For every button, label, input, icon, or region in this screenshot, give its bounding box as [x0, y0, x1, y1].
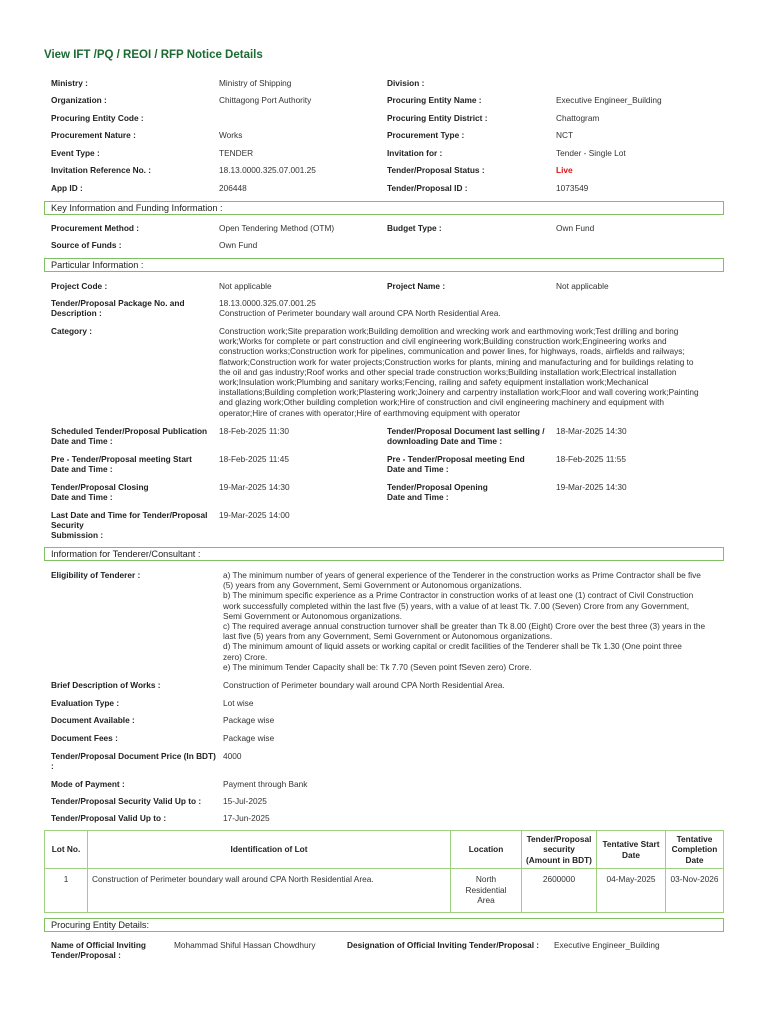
- lot-no-cell: 1: [45, 869, 88, 913]
- table-row: [45, 869, 724, 913]
- closing-value: 19-Mar-2025 14:30: [219, 482, 290, 492]
- publication-label: [51, 426, 207, 446]
- pre-meeting-start-label: [51, 454, 192, 474]
- brief-label: Brief Description of Works :: [51, 680, 161, 690]
- pe-code-label: Procuring Entity Code :: [51, 113, 144, 123]
- evaluation-value: Lot wise: [223, 698, 254, 708]
- label-line: Date and Time :: [51, 436, 113, 447]
- package-label-line: Tender/Proposal Package No. and: [51, 298, 185, 308]
- app-id-value: 206448: [219, 183, 247, 193]
- label-line: Pre - Tender/Proposal meeting Start: [51, 454, 192, 464]
- doc-price-label: [51, 751, 216, 771]
- designation-label: Designation of Official Inviting Tender/Proposal :: [347, 940, 540, 950]
- location-line: Area: [477, 895, 495, 905]
- label-line: Tender/Proposal Closing: [51, 482, 149, 492]
- package-value: [219, 298, 501, 318]
- category-line: construction works;Construction work for pipelines, communication and power lines, for highways, roads, airfields and railways;: [219, 346, 685, 357]
- label-line: Tender/Proposal :: [51, 950, 121, 961]
- tender-id-value: 1073549: [556, 183, 589, 193]
- pe-district-label: Procuring Entity District :: [387, 113, 488, 123]
- particular-info-header: Particular Information :: [44, 258, 724, 272]
- brief-value: Construction of Perimeter boundary wall around CPA North Residential Area.: [223, 680, 505, 690]
- key-info-header: Key Information and Funding Information :: [44, 201, 724, 215]
- nature-label: Procurement Nature :: [51, 130, 136, 140]
- eligibility-line: b) The minimum specific experience as a Prime Contractor in construction works of at least one (1) contract of Civil Construction: [223, 590, 694, 601]
- tender-id-label: Tender/Proposal ID :: [387, 183, 468, 193]
- procuring-entity-header: Procuring Entity Details:: [44, 918, 724, 932]
- valid-value: 17-Jun-2025: [223, 813, 270, 823]
- opening-label: [387, 482, 488, 502]
- doc-available-value: Package wise: [223, 715, 275, 725]
- budget-value: Own Fund: [556, 223, 595, 233]
- label-line: Date and Time :: [387, 464, 449, 475]
- project-code-value: Not applicable: [219, 281, 272, 291]
- valid-label: Tender/Proposal Valid Up to :: [51, 813, 167, 823]
- header-line: (Amount in BDT): [526, 854, 592, 865]
- publication-value: 18-Feb-2025 11:30: [219, 426, 289, 436]
- doc-price-value: 4000: [223, 751, 242, 761]
- app-id-label: App ID :: [51, 183, 83, 193]
- eligibility-line: a) The minimum number of years of general experience of the Tenderer in the construction works as Prime Contractor shall be five: [223, 570, 701, 580]
- pre-meeting-start-value: 18-Feb-2025 11:45: [219, 454, 289, 464]
- organization-value: Chittagong Port Authority: [219, 95, 312, 105]
- label-line: Tender/Proposal Document last selling /: [387, 426, 545, 436]
- payment-value: Payment through Bank: [223, 779, 308, 789]
- designation-value: Executive Engineer_Building: [554, 940, 660, 950]
- col-location: Location: [451, 831, 522, 869]
- security-valid-value: 15-Jul-2025: [223, 796, 267, 806]
- source-label: Source of Funds :: [51, 240, 122, 250]
- package-label-line: Description :: [51, 308, 102, 319]
- payment-label: Mode of Payment :: [51, 779, 125, 789]
- header-line: Tender/Proposal: [526, 833, 592, 844]
- col-start-date: [597, 831, 666, 869]
- label-line: Submission :: [51, 530, 104, 541]
- eligibility-line: Semi Government or Autonomous organizations.: [223, 610, 402, 621]
- pre-meeting-end-value: 18-Feb-2025 11:55: [556, 454, 626, 464]
- completion-date-cell: 03-Nov-2026: [666, 869, 724, 913]
- eligibility-line: e) The minimum Tender Capacity shall be: Tk 7.70 (Seven point fSeven zero) Crore.: [223, 661, 532, 672]
- start-date-cell: 04-May-2025: [597, 869, 666, 913]
- project-code-label: Project Code :: [51, 281, 108, 291]
- label-line: Scheduled Tender/Proposal Publication: [51, 426, 208, 436]
- label-line: :: [51, 761, 54, 772]
- label-line: Name of Official Inviting: [51, 940, 146, 950]
- col-security: [522, 831, 597, 869]
- category-line: Construction work;Site preparation work;Building demolition and wrecking work and earthmoving work;Test drilling and boring: [219, 326, 679, 336]
- eligibility-line: (5) years from any Government, Semi Government or Autonomous organizations.: [223, 580, 522, 591]
- doc-selling-label: [387, 426, 545, 446]
- eligibility-line: last five (5) years from any Government, Semi Government or Autonomous organizations.: [223, 631, 553, 642]
- method-label: Procurement Method :: [51, 223, 140, 233]
- category-label: Category :: [51, 326, 93, 336]
- ministry-label: Ministry :: [51, 78, 88, 88]
- eligibility-line: d) The minimum amount of liquid assets or working capital or credit facilities of the Tenderer shall be Tk 1.30 (One point three: [223, 641, 682, 652]
- ptype-value: NCT: [556, 130, 574, 140]
- status-label: Tender/Proposal Status :: [387, 165, 485, 175]
- category-line: work;Works for complete or part construction and civil engineering work;Building construction work;Engineering works and: [219, 336, 667, 347]
- invitation-for-value: Tender - Single Lot: [556, 148, 626, 158]
- security-cell: 2600000: [522, 869, 597, 913]
- event-value: TENDER: [219, 148, 254, 158]
- eligibility-label: Eligibility of Tenderer :: [51, 570, 141, 580]
- header-line: Completion: [671, 844, 718, 855]
- category-line: and glazing work;Other building completion work;Hire of construction and civil engineering machinery and equipment with: [219, 397, 665, 408]
- header-line: Date: [622, 849, 640, 860]
- eligibility-line: c) The required average annual construction turnover shall be greater than Tk 8.00 (Eight) Crore over the best three (3) years in the: [223, 621, 706, 632]
- pe-name-value: Executive Engineer_Building: [556, 95, 662, 105]
- label-line: Date and Time :: [387, 492, 449, 503]
- ministry-value: Ministry of Shipping: [219, 78, 292, 88]
- security-submission-value: 19-Mar-2025 14:00: [219, 510, 290, 520]
- status-badge: Live: [556, 165, 573, 175]
- ptype-label: Procurement Type :: [387, 130, 465, 140]
- category-value: [219, 326, 724, 418]
- package-label: [51, 298, 185, 318]
- pe-district-value: Chattogram: [556, 113, 600, 123]
- label-line: Security: [51, 520, 84, 531]
- source-value: Own Fund: [219, 240, 258, 250]
- doc-available-label: Document Available :: [51, 715, 135, 725]
- eligibility-line: work successfully completed within the last five (5) years, with a value of at least Tk. 7.00 (Seven) Crore from any Government,: [223, 600, 690, 611]
- category-line: operator;Hire of cranes with operator;Hire of earthmoving equipment with operator: [219, 407, 521, 418]
- label-line: Tender/Proposal Document Price (In BDT): [51, 751, 216, 761]
- opening-value: 19-Mar-2025 14:30: [556, 482, 627, 492]
- method-value: Open Tendering Method (OTM): [219, 223, 335, 233]
- budget-label: Budget Type :: [387, 223, 442, 233]
- category-line: work;Insulation work;Plumbing and sanitary works;Fencing, railing and safety equipment installation work;Mechanical: [219, 377, 649, 388]
- closing-label: [51, 482, 149, 502]
- evaluation-label: Evaluation Type :: [51, 698, 120, 708]
- lot-table-header: [45, 831, 724, 869]
- organization-label: Organization :: [51, 95, 107, 105]
- label-line: Date and Time :: [51, 464, 113, 475]
- label-line: Tender/Proposal Opening: [387, 482, 488, 492]
- label-line: Date and Time :: [51, 492, 113, 503]
- page-title: View IFT /PQ / REOI / RFP Notice Details: [44, 49, 263, 61]
- category-line: the oil and gas industry;Roof works and other special trade construction works;Building installation work;Electrical installation: [219, 366, 677, 377]
- official-label: [51, 940, 146, 960]
- package-number: 18.13.0000.325.07.001.25: [219, 298, 316, 308]
- package-description: Construction of Perimeter boundary wall around CPA North Residential Area.: [219, 308, 501, 319]
- lot-table: [44, 830, 724, 913]
- header-line: Date: [685, 854, 704, 865]
- project-name-value: Not applicable: [556, 281, 609, 291]
- location-cell: [451, 869, 522, 913]
- division-label: Division :: [387, 78, 425, 88]
- category-line: installations;Building completion work;Plastering work;Joinery and carpentry installation work;Floor and wall covering work;Painting: [219, 387, 699, 398]
- event-label: Event Type :: [51, 148, 100, 158]
- tenderer-info-header: Information for Tenderer/Consultant :: [44, 547, 724, 561]
- col-completion-date: [666, 831, 724, 869]
- identification-cell: Construction of Perimeter boundary wall around CPA North Residential Area.: [88, 869, 451, 913]
- official-value: Mohammad Shiful Hassan Chowdhury: [174, 940, 316, 950]
- eligibility-line: zero) Crore.: [223, 651, 268, 662]
- security-valid-label: Tender/Proposal Security Valid Up to :: [51, 796, 202, 806]
- location-line: Residential: [465, 884, 507, 895]
- header-line: security: [543, 844, 575, 855]
- label-line: Last Date and Time for Tender/Proposal: [51, 510, 208, 520]
- pe-name-label: Procuring Entity Name :: [387, 95, 482, 105]
- doc-selling-value: 18-Mar-2025 14:30: [556, 426, 627, 436]
- col-identification: Identification of Lot: [88, 831, 451, 869]
- invitation-for-label: Invitation for :: [387, 148, 443, 158]
- eligibility-value: [223, 570, 723, 672]
- pre-meeting-end-label: [387, 454, 525, 474]
- security-submission-label: [51, 510, 207, 541]
- inv-ref-value: 18.13.0000.325.07.001.25: [219, 165, 316, 175]
- label-line: Pre - Tender/Proposal meeting End: [387, 454, 525, 464]
- doc-fees-label: Document Fees :: [51, 733, 118, 743]
- doc-fees-value: Package wise: [223, 733, 275, 743]
- nature-value: Works: [219, 130, 243, 140]
- project-name-label: Project Name :: [387, 281, 446, 291]
- header-line: Tentative Start: [602, 839, 660, 849]
- category-line: flatwork;Construction work for water projects;Construction works for plants, mining and manufacturing and for buildings relating to: [219, 356, 694, 367]
- inv-ref-label: Invitation Reference No. :: [51, 165, 152, 175]
- label-line: downloading Date and Time :: [387, 436, 503, 447]
- location-line: North: [475, 874, 497, 884]
- col-lot-no: Lot No.: [45, 831, 88, 869]
- header-line: Tentative: [676, 833, 713, 844]
